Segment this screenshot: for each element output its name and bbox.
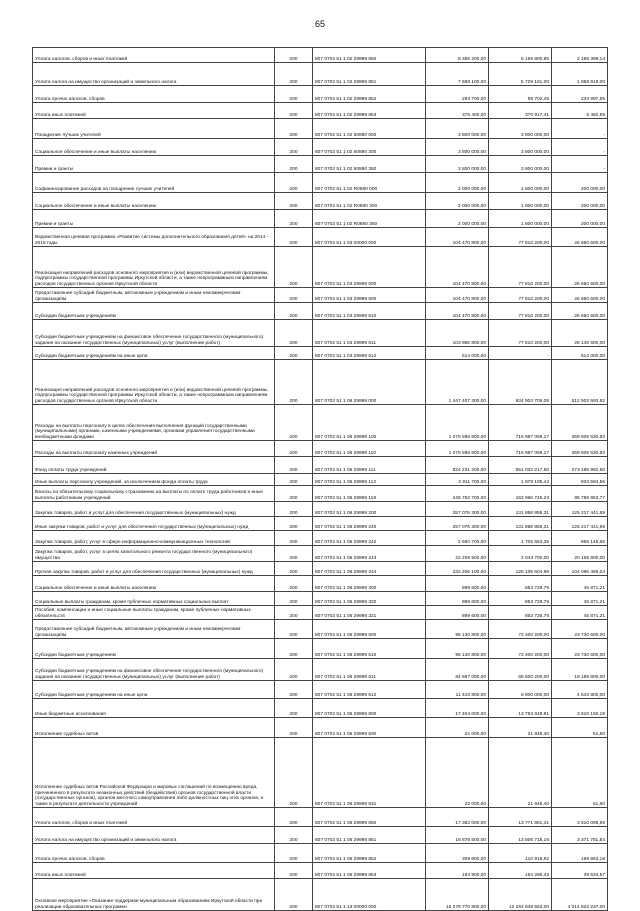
table-row	[33, 347, 608, 360]
amount-planned: 899 600,00	[426, 592, 489, 606]
amount-planned: 16 279 770 800,00	[426, 879, 489, 911]
line-item-name: Премии и гранты	[33, 156, 275, 173]
table-row	[33, 639, 608, 659]
line-item-name: Субсидии бюджетным учреждениям на иные цели	[33, 347, 275, 360]
line-item-vr: 200	[275, 620, 313, 639]
amount-remainder: 51,60	[552, 738, 608, 808]
line-item-kbk: 807 0702 51 1 02 50880 300	[313, 139, 426, 156]
amount-executed: 13 506 718,16	[489, 827, 552, 844]
amount-remainder: 1 958 919,00	[552, 63, 608, 86]
amount-executed: 715 987 069,17	[489, 441, 552, 457]
line-item-vr: 200	[275, 320, 313, 347]
table-row	[33, 63, 608, 86]
table-row	[33, 48, 608, 63]
line-item-vr: 200	[275, 517, 313, 531]
line-item-name: Прочая закупка товаров, работ и услуг для обеспечения государственных (муниципальных) нужд	[33, 562, 275, 576]
line-item-name: Предоставление субсидий бюджетным, автономным учреждениям и иным некоммерческим организациям	[33, 288, 275, 303]
amount-executed: 77 810 200,00	[489, 303, 552, 320]
line-item-vr: 200	[275, 173, 313, 193]
line-item-kbk: 807 0702 51 1 06 29999 300	[313, 576, 426, 592]
line-item-kbk: 807 0702 51 1 13 00000 000	[313, 879, 426, 911]
table-row	[33, 606, 608, 620]
line-item-name: Социальное обеспечение и иные выплаты населению	[33, 193, 275, 210]
line-item-vr: 200	[275, 457, 313, 474]
line-item-vr: 200	[275, 531, 313, 546]
line-item-name: Пособия, компенсации и иные социальные выплаты гражданам, кроме публичных нормативных обязательств	[33, 606, 275, 620]
amount-planned: 2 911 700,00	[426, 474, 489, 486]
line-item-vr: 200	[275, 156, 313, 173]
line-item-kbk: 807 0702 51 1 02 29999 853	[313, 103, 426, 119]
amount-executed: 59 702,45	[489, 86, 552, 103]
amount-remainder: 359 609 530,83	[552, 441, 608, 457]
amount-executed: 370 917,41	[489, 103, 552, 119]
line-item-vr: 200	[275, 210, 313, 228]
line-item-vr: 200	[275, 48, 313, 63]
line-item-kbk: 807 0702 51 1 06 29999 240	[313, 517, 426, 531]
line-item-name: Субсидии бюджетным учреждениям на финансовое обеспечение государственного (муниципального) задания на оказание государственных (муниципальных) услуг (выполнение работ)	[33, 659, 275, 681]
amount-executed: 162 966 746,23	[489, 486, 552, 502]
line-item-vr: 200	[275, 699, 313, 718]
amount-planned: 7 688 100,00	[426, 63, 489, 86]
amount-planned: 104 470 800,00	[426, 303, 489, 320]
budget-table	[32, 47, 608, 911]
line-item-kbk: 807 0702 51 1 02 R0880 350	[313, 210, 426, 228]
table-row	[33, 303, 608, 320]
line-item-name: Уплата налогов, сборов и иных платежей	[33, 48, 275, 63]
line-item-kbk: 807 0702 51 1 06 29999 852	[313, 844, 426, 863]
amount-remainder: 933 594,56	[552, 474, 608, 486]
line-item-kbk: 807 0702 51 1 06 29999 850	[313, 808, 426, 827]
amount-remainder: 514 000,00	[552, 347, 608, 360]
line-item-name: Уплата налога на имущество организаций и земельного налога	[33, 827, 275, 844]
line-item-vr: 200	[275, 562, 313, 576]
line-item-kbk: 807 0702 51 1 06 29999 853	[313, 863, 426, 879]
line-item-vr: 200	[275, 119, 313, 139]
amount-remainder: 26 660 600,00	[552, 228, 608, 247]
amount-remainder: 26 146 600,00	[552, 320, 608, 347]
line-item-vr: 200	[275, 576, 313, 592]
amount-executed: 77 810 200,00	[489, 228, 552, 247]
amount-planned: 824 231 200,00	[426, 457, 489, 474]
table-row	[33, 247, 608, 288]
table-row	[33, 457, 608, 474]
amount-planned: 293 700,00	[426, 86, 489, 103]
table-row	[33, 576, 608, 592]
line-item-name: Уплата прочих налогов, сборов	[33, 86, 275, 103]
line-item-vr: 200	[275, 486, 313, 502]
line-item-kbk: 807 0702 51 1 02 50880 000	[313, 119, 426, 139]
line-item-name: Закупка товаров, работ, услуг в сфере информационно-коммуникационных технологий	[33, 531, 275, 546]
line-item-kbk: 807 0702 51 1 03 29999 600	[313, 288, 426, 303]
amount-remainder: 104 096 495,04	[552, 562, 608, 576]
amount-executed: 1 800 000,00	[489, 193, 552, 210]
amount-executed: 1 705 553,35	[489, 531, 552, 546]
line-item-name: Взносы по обязательному социальному страхованию на выплаты по оплате труда работников и иные выплаты работникам учреждений	[33, 486, 275, 502]
amount-executed: 12 264 948 563,00	[489, 879, 552, 911]
table-row	[33, 844, 608, 863]
line-item-vr: 200	[275, 827, 313, 844]
table-row	[33, 320, 608, 347]
amount-planned: 2 000 000,00	[426, 193, 489, 210]
line-item-name: Основное мероприятие «Оказание поддержки муниципальным образованиям Иркутской области при реализации образовательных программ»	[33, 879, 275, 911]
amount-planned: 248 753 700,00	[426, 486, 489, 502]
line-item-kbk: 807 0702 51 1 06 29999 112	[313, 474, 426, 486]
amount-remainder: 26 660 600,00	[552, 303, 608, 320]
line-item-vr: 200	[275, 639, 313, 659]
amount-executed: 21 948,40	[489, 718, 552, 738]
amount-executed: 21 948,40	[489, 738, 552, 808]
amount-planned: 8 356 200,00	[426, 48, 489, 63]
table-row	[33, 405, 608, 441]
line-item-name: Иные закупки товаров, работ и услуг для обеспечения государственных (муниципальных) нужд	[33, 517, 275, 531]
amount-planned: 11 443 800,00	[426, 681, 489, 699]
amount-planned: 2 660 700,00	[426, 531, 489, 546]
amount-remainder: 200 000,00	[552, 193, 608, 210]
amount-remainder: 3 610 098,59	[552, 808, 608, 827]
amount-remainder: 39 633,57	[552, 863, 608, 879]
amount-planned: 22 209 500,00	[426, 546, 489, 562]
line-item-name: Иные бюджетные ассигнования	[33, 699, 275, 718]
line-item-kbk: 807 0702 51 1 06 29999 851	[313, 827, 426, 844]
amount-remainder: 3 610 150,19	[552, 699, 608, 718]
amount-planned: 2 000 000,00	[426, 210, 489, 228]
amount-planned: 514 000,00	[426, 347, 489, 360]
amount-planned: 899 600,00	[426, 606, 489, 620]
line-item-vr: 200	[275, 288, 313, 303]
line-item-name: Уплата прочих налогов, сборов	[33, 844, 275, 863]
line-item-kbk: 807 0702 51 1 06 29999 243	[313, 546, 426, 562]
amount-remainder: 273 198 982,50	[552, 457, 608, 474]
line-item-kbk: 807 0702 51 1 02 29999 850	[313, 48, 426, 63]
line-item-name: Закупка товаров, работ и услуг для обеспечения государственных (муниципальных) нужд	[33, 502, 275, 517]
amount-planned: 3 800 000,00	[426, 119, 489, 139]
table-row	[33, 441, 608, 457]
line-item-vr: 200	[275, 718, 313, 738]
line-item-vr: 200	[275, 592, 313, 606]
line-item-vr: 200	[275, 879, 313, 911]
line-item-name: Фонд оплаты труда учреждений	[33, 457, 275, 474]
amount-planned: 3 800 000,00	[426, 139, 489, 156]
amount-executed: 1 978 105,44	[489, 474, 552, 486]
table-row	[33, 360, 608, 405]
amount-planned: 17 382 000,00	[426, 808, 489, 827]
table-row	[33, 210, 608, 228]
amount-executed: 1 800 000,00	[489, 210, 552, 228]
line-item-kbk: 807 0702 51 1 06 29999 244	[313, 562, 426, 576]
line-item-vr: 200	[275, 347, 313, 360]
line-item-kbk: 807 0702 51 1 06 29999 111	[313, 457, 426, 474]
line-item-vr: 200	[275, 63, 313, 86]
amount-planned: 899 600,00	[426, 576, 489, 592]
line-item-kbk: 807 0702 51 1 03 29999 612	[313, 347, 426, 360]
table-row	[33, 592, 608, 606]
line-item-kbk: 807 0702 51 1 06 29999 320	[313, 592, 426, 606]
line-item-vr: 200	[275, 738, 313, 808]
amount-executed: 65 500 200,00	[489, 659, 552, 681]
amount-remainder: 955 146,65	[552, 531, 608, 546]
amount-remainder: 2 196 399,14	[552, 48, 608, 63]
amount-executed: 1 800 000,00	[489, 173, 552, 193]
table-row	[33, 139, 608, 156]
amount-executed: 77 810 200,00	[489, 247, 552, 288]
amount-executed: 853 728,79	[489, 576, 552, 592]
amount-executed: 3 800 000,00	[489, 119, 552, 139]
line-item-kbk: 807 0702 51 1 06 29999 000	[313, 360, 426, 405]
line-item-vr: 200	[275, 228, 313, 247]
line-item-name: Премии и гранты	[33, 210, 275, 228]
line-item-kbk: 807 0702 51 1 02 R0880 000	[313, 173, 426, 193]
line-item-name: Реализация направлений расходов основного мероприятия и (или) ведомственной целевой программы, подпрограммы государственной программы Иркутской области, а также непрограммным направлениям расходов государственных органов Иркутской области	[33, 247, 275, 288]
amount-planned: 1 447 407 300,00	[426, 360, 489, 405]
line-item-name: Уплата налога на имущество организаций и земельного налога	[33, 63, 275, 86]
amount-executed: 72 400 200,00	[489, 620, 552, 639]
line-item-kbk: 807 0702 51 1 03 29999 610	[313, 303, 426, 320]
line-item-name: Ведомственная целевая программа «Развитие системы дополнительного образования детей» на 2014 - 2018 годы	[33, 228, 275, 247]
line-item-vr: 200	[275, 606, 313, 620]
line-item-kbk: 807 0702 51 1 06 29999 100	[313, 405, 426, 441]
amount-planned: 1 075 596 600,00	[426, 441, 489, 457]
amount-executed: 6 900 000,00	[489, 681, 552, 699]
amount-planned: 257 076 300,00	[426, 517, 489, 531]
amount-executed: 128 109 604,96	[489, 562, 552, 576]
amount-executed: 77 810 200,00	[489, 288, 552, 303]
line-item-name: Уплата иных платежей	[33, 863, 275, 879]
amount-planned: 96 130 800,00	[426, 620, 489, 639]
amount-remainder: -	[552, 156, 608, 173]
amount-planned: 96 130 800,00	[426, 639, 489, 659]
amount-executed: 853 728,79	[489, 592, 552, 606]
table-row	[33, 546, 608, 562]
table-row	[33, 502, 608, 517]
amount-remainder: 5 482,59	[552, 103, 608, 119]
amount-planned: 3 800 000,00	[426, 156, 489, 173]
line-item-kbk: 807 0702 51 1 06 29999 612	[313, 681, 426, 699]
amount-planned: 84 687 000,00	[426, 659, 489, 681]
amount-remainder: 85 786 953,77	[552, 486, 608, 502]
amount-remainder: 26 660 600,00	[552, 288, 608, 303]
amount-remainder: 4 543 800,00	[552, 681, 608, 699]
line-item-kbk: 807 0702 51 1 06 29999 110	[313, 441, 426, 457]
line-item-vr: 200	[275, 808, 313, 827]
line-item-name: Социальное обеспечение и иные выплаты населению	[33, 576, 275, 592]
line-item-vr: 200	[275, 139, 313, 156]
budget-table-body	[33, 48, 608, 911]
line-item-kbk: 807 0702 51 1 06 29999 119	[313, 486, 426, 502]
amount-remainder: 233 997,55	[552, 86, 608, 103]
table-row	[33, 119, 608, 139]
amount-remainder: 125 217 441,69	[552, 502, 608, 517]
amount-remainder: 19 186 800,00	[552, 659, 608, 681]
amount-planned: 232 206 100,00	[426, 562, 489, 576]
table-row	[33, 86, 608, 103]
amount-planned: 103 956 800,00	[426, 320, 489, 347]
amount-planned: 104 470 800,00	[426, 228, 489, 247]
amount-executed: 551 032 217,50	[489, 457, 552, 474]
amount-executed: 154 266,43	[489, 863, 552, 879]
line-item-kbk: 807 0702 51 1 06 29999 611	[313, 659, 426, 681]
amount-planned: 1 075 596 600,00	[426, 405, 489, 441]
line-item-name: Субсидии бюджетным учреждениям	[33, 303, 275, 320]
amount-executed: 5 729 181,00	[489, 63, 552, 86]
amount-planned: 22 000,00	[426, 738, 489, 808]
line-item-name: Поощрение лучших учителей	[33, 119, 275, 139]
amount-planned: 376 400,00	[426, 103, 489, 119]
amount-remainder: 45 871,21	[552, 606, 608, 620]
table-row	[33, 808, 608, 827]
table-row	[33, 486, 608, 502]
line-item-vr: 200	[275, 546, 313, 562]
amount-planned: 22 000,00	[426, 718, 489, 738]
line-item-vr: 200	[275, 659, 313, 681]
line-item-name: Социальное обеспечение и иные выплаты населению	[33, 139, 275, 156]
line-item-kbk: 807 0702 51 1 06 29999 321	[313, 606, 426, 620]
line-item-vr: 200	[275, 474, 313, 486]
table-row	[33, 879, 608, 911]
amount-planned: 16 878 500,00	[426, 827, 489, 844]
table-row	[33, 699, 608, 718]
line-item-kbk: 807 0702 51 1 02 29999 852	[313, 86, 426, 103]
table-row	[33, 620, 608, 639]
amount-executed: 13 771 901,41	[489, 808, 552, 827]
line-item-name: Реализация направлений расходов основного мероприятия и (или) ведомственной целевой программы, подпрограммы государственной программы Иркутской области, а также непрограммным направлениям расходов государственных органов Иркутской области	[33, 360, 275, 405]
line-item-vr: 200	[275, 502, 313, 517]
line-item-name: Субсидии бюджетным учреждениям на финансовое обеспечение государственного (муниципального) задания на оказание государственных (муниципальных) услуг (выполнение работ)	[33, 320, 275, 347]
amount-remainder: 125 217 441,69	[552, 517, 608, 531]
table-row	[33, 562, 608, 576]
page-number: 65	[314, 19, 325, 29]
table-row	[33, 681, 608, 699]
amount-executed: 77 810 200,00	[489, 320, 552, 347]
table-row	[33, 531, 608, 546]
amount-executed: 715 987 069,17	[489, 405, 552, 441]
amount-executed: 2 043 700,00	[489, 546, 552, 562]
amount-executed: 853 728,79	[489, 606, 552, 620]
line-item-kbk: 807 0702 51 1 06 29999 831	[313, 738, 426, 808]
amount-remainder: 198 683,18	[552, 844, 608, 863]
amount-remainder: 26 660 600,00	[552, 247, 608, 288]
amount-executed: 72 400 200,00	[489, 639, 552, 659]
line-item-name: Уплата иных платежей	[33, 103, 275, 119]
amount-planned: 17 404 000,00	[426, 699, 489, 718]
amount-planned: 257 076 300,00	[426, 502, 489, 517]
line-item-vr: 200	[275, 247, 313, 288]
line-item-vr: 200	[275, 863, 313, 879]
line-item-name: Иные выплаты персоналу учреждений, за исключением фонда оплаты труда	[33, 474, 275, 486]
table-row	[33, 156, 608, 173]
line-item-vr: 200	[275, 86, 313, 103]
amount-planned: 193 900,00	[426, 863, 489, 879]
line-item-kbk: 807 0702 51 1 06 29999 610	[313, 639, 426, 659]
line-item-name: Социальные выплаты гражданам, кроме публичных нормативных социальных выплат	[33, 592, 275, 606]
table-row	[33, 827, 608, 844]
table-row	[33, 228, 608, 247]
line-item-vr: 200	[275, 103, 313, 119]
table-row	[33, 173, 608, 193]
table-row	[33, 288, 608, 303]
line-item-name: Закупка товаров, работ, услуг в целях капитального ремонта государственного (муниципального) имущества	[33, 546, 275, 562]
amount-planned: 2 000 000,00	[426, 173, 489, 193]
line-item-name: Исполнение судебных актов	[33, 718, 275, 738]
line-item-name: Субсидии бюджетным учреждениям	[33, 639, 275, 659]
amount-remainder: 45 871,21	[552, 592, 608, 606]
line-item-vr: 200	[275, 360, 313, 405]
amount-remainder: 200 000,00	[552, 173, 608, 193]
table-row	[33, 738, 608, 808]
line-item-vr: 200	[275, 441, 313, 457]
table-row	[33, 659, 608, 681]
line-item-kbk: 807 0702 51 1 06 29999 200	[313, 502, 426, 517]
amount-remainder: -	[552, 119, 608, 139]
line-item-kbk: 807 0702 51 1 06 29999 242	[313, 531, 426, 546]
table-row	[33, 863, 608, 879]
table-row	[33, 474, 608, 486]
line-item-kbk: 807 0702 51 1 03 29999 000	[313, 247, 426, 288]
line-item-name: Субсидии бюджетным учреждениям на иные цели	[33, 681, 275, 699]
amount-remainder: 51,60	[552, 718, 608, 738]
line-item-vr: 200	[275, 844, 313, 863]
amount-remainder: 23 730 600,00	[552, 620, 608, 639]
amount-remainder: 4 014 822 237,00	[552, 879, 608, 911]
amount-executed: -	[489, 347, 552, 360]
line-item-vr: 200	[275, 681, 313, 699]
amount-executed: 6 159 800,86	[489, 48, 552, 63]
amount-executed: 934 903 706,08	[489, 360, 552, 405]
line-item-kbk: 807 0702 51 1 03 00000 000	[313, 228, 426, 247]
amount-planned: 309 600,00	[426, 844, 489, 863]
amount-remainder: 23 730 600,00	[552, 639, 608, 659]
amount-executed: 3 800 000,00	[489, 156, 552, 173]
amount-remainder: 512 503 593,92	[552, 360, 608, 405]
table-row	[33, 718, 608, 738]
table-row	[33, 517, 608, 531]
amount-executed: 13 793 849,81	[489, 699, 552, 718]
amount-remainder: 3 371 781,84	[552, 827, 608, 844]
line-item-kbk: 807 0702 51 1 06 29999 830	[313, 718, 426, 738]
amount-planned: 104 470 800,00	[426, 288, 489, 303]
amount-remainder: -	[552, 139, 608, 156]
amount-remainder: 45 871,21	[552, 576, 608, 592]
amount-remainder: 359 609 530,83	[552, 405, 608, 441]
line-item-vr: 200	[275, 303, 313, 320]
line-item-kbk: 807 0702 51 1 02 50880 350	[313, 156, 426, 173]
line-item-kbk: 807 0702 51 1 02 29999 851	[313, 63, 426, 86]
line-item-name: Уплата налогов, сборов и иных платежей	[33, 808, 275, 827]
line-item-kbk: 807 0702 51 1 02 R0880 300	[313, 193, 426, 210]
line-item-kbk: 807 0702 51 1 06 29999 600	[313, 620, 426, 639]
line-item-name: Исполнение судебных актов Российской Федерации и мировых соглашений по возмещению вреда, причиненного в результате незаконных действий (бездействия) органов государственной власти (государственных органов), органов местного самоуправления либо должностных лиц этих органов, а также в результате деятельности учреждений	[33, 738, 275, 808]
line-item-kbk: 807 0702 51 1 03 29999 611	[313, 320, 426, 347]
line-item-name: Софинансирование расходов на поощрение лучших учителей	[33, 173, 275, 193]
amount-executed: 110 916,82	[489, 844, 552, 863]
amount-planned: 104 470 800,00	[426, 247, 489, 288]
line-item-name: Расходы на выплаты персоналу казенных учреждений	[33, 441, 275, 457]
line-item-name: Предоставление субсидий бюджетным, автономным учреждениям и иным некоммерческим организациям	[33, 620, 275, 639]
table-row	[33, 103, 608, 119]
table-row	[33, 193, 608, 210]
amount-executed: 131 858 858,31	[489, 502, 552, 517]
amount-remainder: 20 165 800,00	[552, 546, 608, 562]
line-item-vr: 200	[275, 405, 313, 441]
amount-remainder: 200 000,00	[552, 210, 608, 228]
line-item-name: Расходы на выплаты персоналу в целях обеспечения выполнения функций государственными (муниципальными) органами, казенными учреждениями, органами управления государственными внебюджетными фондами	[33, 405, 275, 441]
amount-executed: 3 800 000,00	[489, 139, 552, 156]
amount-executed: 131 858 858,31	[489, 517, 552, 531]
line-item-vr: 200	[275, 193, 313, 210]
line-item-kbk: 807 0702 51 1 06 29999 800	[313, 699, 426, 718]
